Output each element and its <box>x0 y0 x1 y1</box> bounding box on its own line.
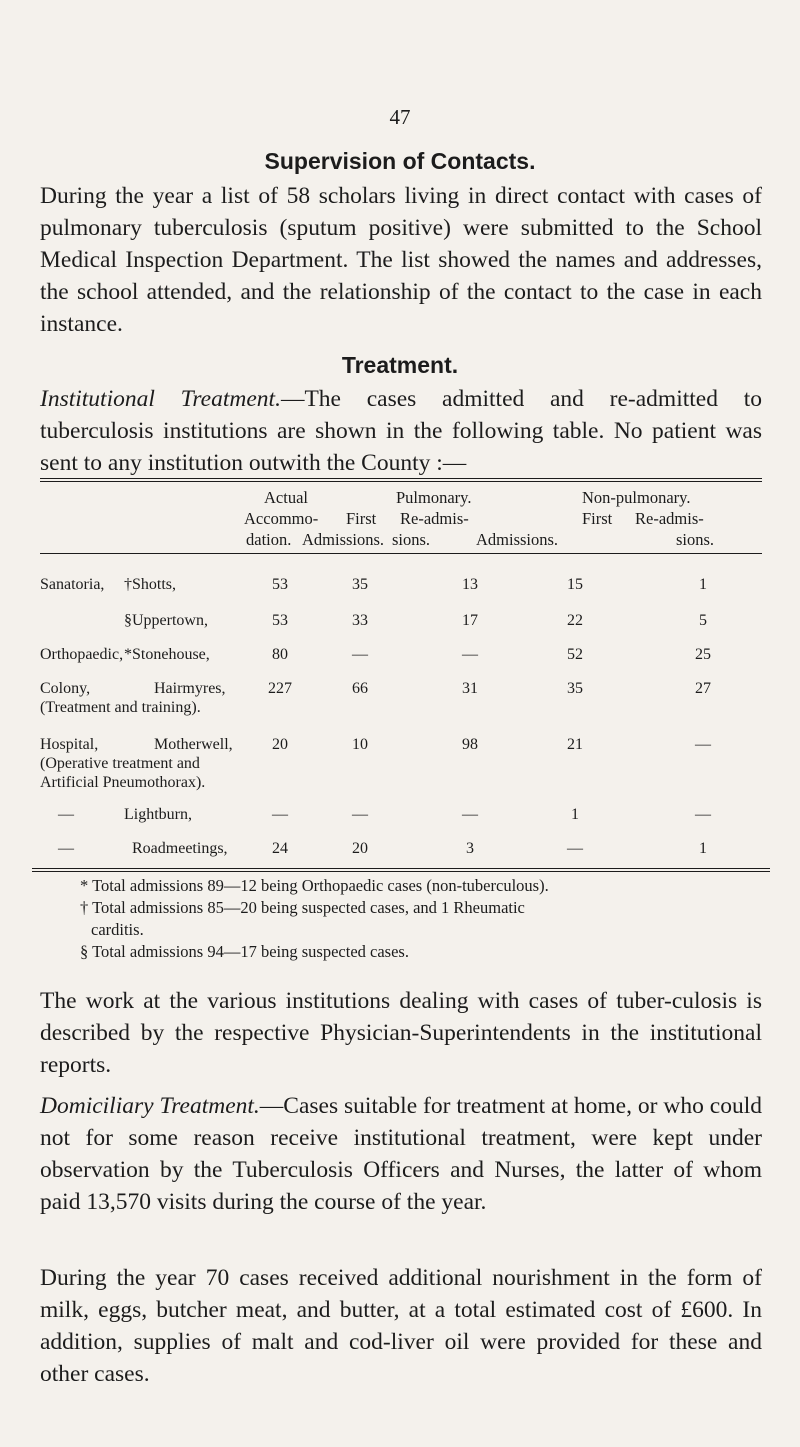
cell-nonpulm-readmis: 1 <box>699 576 707 593</box>
institutional-treatment-label: Institutional Treatment. <box>40 386 281 412</box>
cell-nonpulm-first: 22 <box>567 612 583 629</box>
cell-institution: Orthopaedic, <box>40 646 124 663</box>
header-actual: Actual <box>264 488 308 507</box>
table-footnotes <box>80 875 760 963</box>
cell-actual: — <box>272 806 288 823</box>
cell-pulm-readmis: 17 <box>462 612 478 629</box>
cell-place: *Stonehouse, <box>124 646 210 663</box>
header-sions-nonpulm: sions. <box>676 530 715 549</box>
cell-nonpulm-readmis: — <box>695 806 711 823</box>
cell-pulm-first: 35 <box>352 576 368 593</box>
institutional-treatment-text: —The cases admitted and re-admitted to tuberculosis institutions are shown in the following table. No patient was sent to any institution outwith the County :— <box>40 386 762 476</box>
cell-institution: — <box>58 840 74 857</box>
cell-nonpulm-first: — <box>567 840 583 857</box>
table-header-rule <box>40 553 762 554</box>
table-top-rule <box>40 478 762 482</box>
admissions-table <box>40 478 762 868</box>
cell-place: Hairmyres, <box>154 680 226 697</box>
cell-pulm-readmis: — <box>462 646 478 663</box>
cell-nonpulm-readmis: — <box>695 736 711 753</box>
header-readmis-nonpulm: Re-admis- <box>635 509 704 528</box>
cell-nonpulm-first: 35 <box>567 680 583 697</box>
page-number: 47 <box>389 105 411 129</box>
cell-note: (Operative treatment and <box>40 755 200 772</box>
cell-actual: 24 <box>272 840 288 857</box>
cell-pulm-readmis: — <box>462 806 478 823</box>
cell-nonpulm-readmis: 25 <box>695 646 711 663</box>
header-admissions-nonpulm: Admissions. <box>476 530 559 549</box>
cell-pulm-readmis: 98 <box>462 736 478 753</box>
header-pulmonary: Pulmonary. <box>396 488 472 507</box>
cell-actual: 20 <box>272 736 288 753</box>
supervision-heading: Supervision of Contacts. <box>264 148 536 174</box>
header-sions-pulm: sions. <box>392 530 431 549</box>
header-non-pulmonary: Non-pulmonary. <box>582 488 691 507</box>
domiciliary-treatment-label: Domiciliary Treatment. <box>40 1093 260 1119</box>
cell-institution: Colony, <box>40 680 91 697</box>
supervision-paragraph: During the year a list of 58 scholars living in direct contact with cases of pulmonary tuberculosis (sputum positive) were submitted to the School Medical Inspection Department. The list showed the names and addresses, the school attended, and the relationship of the contact to the case in each instance. <box>40 183 762 337</box>
cell-pulm-readmis: 13 <box>462 576 478 593</box>
footnote-section: § Total admissions 94—17 being suspected cases. <box>80 942 409 961</box>
institutional-treatment-paragraph <box>40 383 762 479</box>
cell-pulm-readmis: 31 <box>462 680 478 697</box>
cell-note: (Treatment and training). <box>40 699 201 716</box>
cell-place: Roadmeetings, <box>132 840 228 857</box>
footnote-dagger-continued: carditis. <box>91 920 144 939</box>
footnote-star: * Total admissions 89—12 being Orthopaedic cases (non-tuberculous). <box>80 876 549 895</box>
table-column-headers <box>40 487 762 553</box>
cell-pulm-readmis: 3 <box>466 840 474 857</box>
nourishment-paragraph: During the year 70 cases received additional nourishment in the form of milk, eggs, butcher meat, and butter, at a total estimated cost of £600. In addition, supplies of malt and cod-liver oil were provided for these and other cases. <box>40 1265 762 1387</box>
header-dation: dation. <box>246 530 292 549</box>
cell-place: †Shotts, <box>124 576 177 593</box>
domiciliary-treatment-paragraph <box>40 1090 762 1218</box>
cell-pulm-first: 33 <box>352 612 368 629</box>
cell-nonpulm-readmis: 1 <box>699 840 707 857</box>
cell-nonpulm-first: 52 <box>567 646 583 663</box>
cell-nonpulm-first: 15 <box>567 576 583 593</box>
cell-note: Artificial Pneumothorax). <box>40 774 206 791</box>
treatment-heading: Treatment. <box>341 352 459 378</box>
cell-actual: 53 <box>272 612 288 629</box>
header-readmis-pulm: Re-admis- <box>400 509 469 528</box>
cell-nonpulm-first: 1 <box>571 806 579 823</box>
cell-actual: 80 <box>272 646 288 663</box>
cell-pulm-first: 66 <box>352 680 368 697</box>
domiciliary-treatment-text: —Cases suitable for treatment at home, or who could not for some reason receive institutional treatment, were kept under observation by the Tuberculosis Officers and Nurses, the latter of whom paid 13,570 visits during the course of the year. <box>40 1093 762 1215</box>
header-first-pulm: First <box>346 509 377 528</box>
cell-pulm-first: 20 <box>352 840 368 857</box>
footnote-dagger: † Total admissions 85—20 being suspected cases, and 1 Rheumatic <box>80 898 525 917</box>
cell-nonpulm-readmis: 5 <box>699 612 707 629</box>
cell-institution: Sanatoria, <box>40 576 105 593</box>
cell-place: Motherwell, <box>154 736 233 753</box>
header-accommo: Accommo- <box>244 509 319 528</box>
cell-pulm-first: 10 <box>352 736 368 753</box>
header-admissions-pulm: Admissions. <box>302 530 385 549</box>
cell-institution: Hospital, <box>40 736 99 753</box>
cell-place: §Uppertown, <box>124 612 208 629</box>
cell-place: Lightburn, <box>124 806 192 823</box>
cell-actual: 53 <box>272 576 288 593</box>
cell-nonpulm-first: 21 <box>567 736 583 753</box>
cell-nonpulm-readmis: 27 <box>695 680 711 697</box>
header-first-nonpulm: First <box>582 509 613 528</box>
cell-pulm-first: — <box>352 646 368 663</box>
table-bottom-rule <box>32 868 770 872</box>
cell-actual: 227 <box>268 680 292 697</box>
institutional-reports-paragraph: The work at the various institutions dealing with cases of tuber-culosis is described by the respective Physician-Superintendents in the institutional reports. <box>40 988 762 1078</box>
cell-pulm-first: — <box>352 806 368 823</box>
cell-institution: — <box>58 806 74 823</box>
